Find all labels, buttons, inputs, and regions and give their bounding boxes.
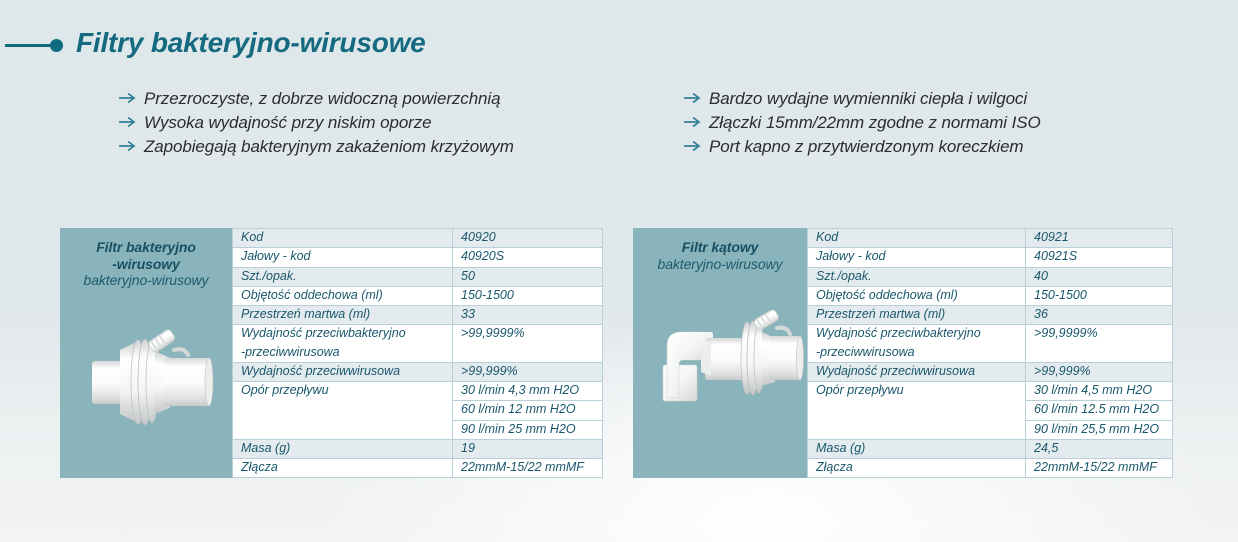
- list-item: [118, 112, 514, 136]
- table-row: [233, 267, 603, 286]
- spec-label: Przestrzeń martwa (ml): [233, 306, 453, 325]
- spec-value: 150-1500: [1026, 286, 1173, 305]
- table-row: [808, 306, 1173, 325]
- feature-text: Wysoka wydajność przy niskim oporze: [144, 113, 432, 132]
- product-subtitle: bakteryjno-wirusowy: [657, 255, 783, 272]
- spec-label: Objętość oddechowa (ml): [233, 286, 453, 305]
- spec-value: 40920: [453, 229, 603, 248]
- spec-label: Złącza: [233, 459, 453, 478]
- feature-text: Złączki 15mm/22mm zgodne z normami ISO: [709, 113, 1041, 132]
- spec-label: Szt./opak.: [233, 267, 453, 286]
- table-row: [233, 439, 603, 458]
- product-name-line1: Filtr bakteryjno: [96, 239, 196, 255]
- list-item: [683, 88, 1041, 112]
- arrow-right-icon: [118, 87, 144, 103]
- spec-label: Szt./opak.: [808, 267, 1026, 286]
- spec-label: Masa (g): [233, 439, 453, 458]
- product-name: [60, 228, 232, 289]
- product-block-straight-filter: [60, 228, 603, 478]
- spec-label: Opór przepływu: [233, 382, 453, 440]
- list-item: [118, 136, 514, 160]
- product-subtitle: bakteryjno-wirusowy: [83, 272, 209, 289]
- arrow-right-icon: [683, 87, 709, 103]
- feature-list-right: [683, 88, 1041, 160]
- feature-text: Przezroczyste, z dobrze widoczną powierzchnią: [144, 89, 501, 108]
- table-row: [808, 459, 1173, 478]
- spec-label: Jałowy - kod: [808, 248, 1026, 267]
- spec-value: 33: [453, 306, 603, 325]
- product-image-angled-filter: [633, 298, 807, 478]
- table-row: [808, 286, 1173, 305]
- spec-value: 22mmM-15/22 mmMF: [1026, 459, 1173, 478]
- spec-value: 40920S: [453, 248, 603, 267]
- spec-value: 90 l/min 25,5 mm H2O: [1026, 420, 1173, 439]
- table-row: [808, 248, 1173, 267]
- spec-label: Objętość oddechowa (ml): [808, 286, 1026, 305]
- table-row: [233, 382, 603, 401]
- spec-label-cont: -przeciwwirusowa: [233, 344, 453, 363]
- table-row: [808, 439, 1173, 458]
- table-row: [233, 362, 603, 381]
- product-photo-panel: [60, 228, 232, 478]
- table-row: [808, 325, 1173, 344]
- spec-label: Kod: [808, 229, 1026, 248]
- arrow-right-icon: [683, 135, 709, 151]
- spec-label: Wydajność przeciwbakteryjno: [233, 325, 453, 344]
- arrow-right-icon: [118, 111, 144, 127]
- spec-value: 36: [1026, 306, 1173, 325]
- spec-value: >99,999%: [1026, 362, 1173, 381]
- spec-value: 60 l/min 12 mm H2O: [453, 401, 603, 420]
- spec-value: 24,5: [1026, 439, 1173, 458]
- table-row: [233, 306, 603, 325]
- spec-value: >99,9999%: [1026, 325, 1173, 363]
- spec-label: Wydajność przeciwwirusowa: [233, 362, 453, 381]
- spec-table-straight-filter: [232, 228, 603, 478]
- spec-label: Wydajność przeciwwirusowa: [808, 362, 1026, 381]
- feature-text: Bardzo wydajne wymienniki ciepła i wilgoci: [709, 89, 1027, 108]
- table-row: [808, 229, 1173, 248]
- spec-label: Opór przepływu: [808, 382, 1026, 440]
- spec-value: >99,999%: [453, 362, 603, 381]
- spec-label: Złącza: [808, 459, 1026, 478]
- spec-value: 22mmM-15/22 mmMF: [453, 459, 603, 478]
- table-row: [808, 267, 1173, 286]
- spec-label-cont: -przeciwwirusowa: [808, 344, 1026, 363]
- spec-label: Przestrzeń martwa (ml): [808, 306, 1026, 325]
- table-row: [808, 362, 1173, 381]
- spec-value: 60 l/min 12.5 mm H2O: [1026, 401, 1173, 420]
- table-row: [233, 229, 603, 248]
- spec-value: >99,9999%: [453, 325, 603, 363]
- arrow-right-icon: [683, 111, 709, 127]
- product-photo-panel: [633, 228, 807, 478]
- product-block-angled-filter: [633, 228, 1173, 478]
- spec-value: 19: [453, 439, 603, 458]
- header-dot-icon: [50, 39, 63, 52]
- spec-label: Kod: [233, 229, 453, 248]
- page-title: Filtry bakteryjno-wirusowe: [76, 27, 426, 58]
- feature-list-left: [118, 88, 514, 160]
- list-item: [118, 88, 514, 112]
- product-name-line1: Filtr kątowy: [681, 239, 759, 255]
- list-item: [683, 136, 1041, 160]
- table-row: [233, 286, 603, 305]
- spec-value: 40921: [1026, 229, 1173, 248]
- spec-value: 90 l/min 25 mm H2O: [453, 420, 603, 439]
- product-name: [633, 228, 807, 272]
- spec-value: 30 l/min 4,3 mm H2O: [453, 382, 603, 401]
- spec-value: 40921S: [1026, 248, 1173, 267]
- table-row: [233, 459, 603, 478]
- table-row: [233, 325, 603, 344]
- feature-text: Port kapno z przytwierdzonym koreczkiem: [709, 137, 1024, 156]
- table-row: [233, 248, 603, 267]
- spec-value: 30 l/min 4,5 mm H2O: [1026, 382, 1173, 401]
- spec-label: Wydajność przeciwbakteryjno: [808, 325, 1026, 344]
- list-item: [683, 112, 1041, 136]
- spec-label: Jałowy - kod: [233, 248, 453, 267]
- product-name-line2: -wirusowy: [112, 255, 180, 272]
- spec-value: 40: [1026, 267, 1173, 286]
- table-row: [808, 382, 1173, 401]
- spec-value: 150-1500: [453, 286, 603, 305]
- spec-table-angled-filter: [807, 228, 1173, 478]
- product-image-straight-filter: [60, 298, 232, 478]
- spec-value: 50: [453, 267, 603, 286]
- spec-label: Masa (g): [808, 439, 1026, 458]
- arrow-right-icon: [118, 135, 144, 151]
- feature-text: Zapobiegają bakteryjnym zakażeniom krzyżowym: [144, 137, 514, 156]
